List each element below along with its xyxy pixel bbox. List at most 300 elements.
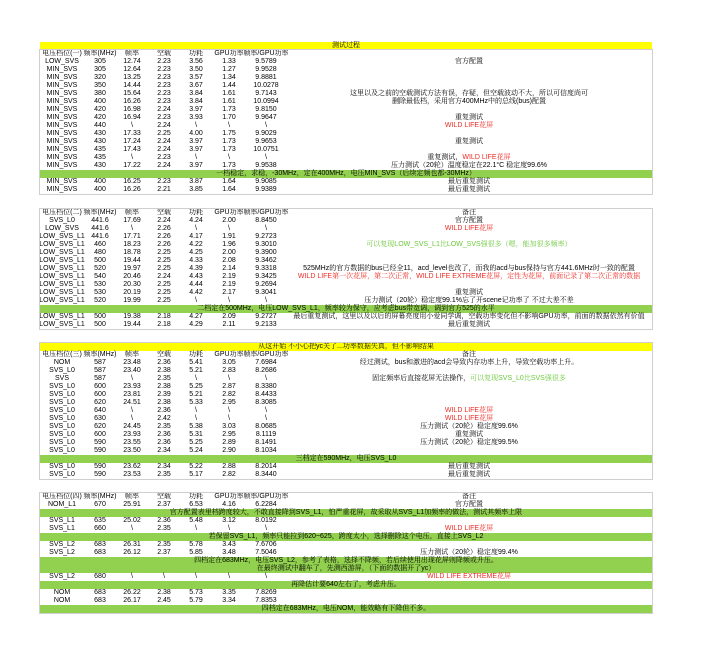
fps-cell: 20.30 (123, 281, 141, 288)
frequency-cell: 305 (94, 66, 106, 73)
remark-text: WILD LIFE花屏 (444, 415, 494, 422)
total-power-cell: 5.79 (189, 597, 203, 604)
data-row (40, 273, 652, 281)
frequency-cell: 305 (94, 58, 106, 65)
total-power-cell: \ (195, 154, 197, 161)
frequency-cell: 500 (94, 313, 106, 320)
total-power-cell: 5.85 (189, 549, 203, 556)
voltage-level-cell: MIN_SVS (46, 122, 78, 129)
data-row (40, 217, 652, 225)
fps-per-gpu-power-cell: 9.8881 (255, 74, 277, 81)
fps-cell: 19.97 (123, 265, 141, 272)
frequency-cell: 680 (94, 573, 106, 580)
remark-text: WILD LIFE花屏 (444, 122, 494, 129)
total-power-cell: 5.24 (189, 447, 203, 454)
total-power-cell: 3.93 (189, 114, 203, 121)
frequency-cell: 430 (94, 130, 106, 137)
fps-cell: 23.62 (123, 463, 141, 470)
header-row (40, 209, 652, 217)
gpu-power-cell: 2.83 (222, 367, 236, 374)
data-row (40, 162, 652, 170)
voltage-level-cell: SVS_L0 (49, 463, 75, 470)
total-power-cell: \ (195, 573, 197, 580)
total-power-cell: 3.87 (189, 178, 203, 185)
fps-cell: \ (131, 415, 133, 422)
frequency-cell: 440 (94, 122, 106, 129)
idle-power-cell: 2.18 (157, 313, 171, 320)
fps-cell: 19.38 (123, 313, 141, 320)
idle-power-cell: 2.35 (157, 423, 171, 430)
header-total-power-cell: 功耗 (189, 209, 203, 216)
voltage-level-cell: MIN_SVS (46, 114, 78, 121)
frequency-cell: 683 (94, 541, 106, 548)
fps-per-gpu-power-cell: 9.9085 (255, 178, 277, 185)
data-row (40, 447, 652, 455)
fps-cell: 16.25 (123, 178, 141, 185)
data-row (40, 58, 652, 66)
gpu-power-cell: 2.09 (222, 313, 236, 320)
fps-per-gpu-power-cell: \ (265, 225, 267, 232)
fps-cell: 19.44 (123, 321, 141, 328)
data-row (40, 249, 652, 257)
idle-power-cell: 2.25 (157, 130, 171, 137)
fps-per-gpu-power-cell: \ (265, 407, 267, 414)
data-row (40, 431, 652, 439)
idle-power-cell: 2.23 (157, 114, 171, 121)
header-remark-cell: 备注 (462, 493, 476, 500)
fps-cell: 26.22 (123, 589, 141, 596)
remark-cell (286, 265, 652, 273)
gpu-power-cell: 1.73 (222, 146, 236, 153)
frequency-cell: 460 (94, 241, 106, 248)
fps-cell: 23.48 (123, 359, 141, 366)
remark-cell (286, 257, 652, 265)
conclusion-row: 官方配置表里档跨度较大，不敢直接降到SVS_L1，怕严重花屏，故采取从SVS_L1加频率的做法，测试其频率上限 (40, 509, 652, 517)
gpu-power-cell: 1.91 (222, 233, 236, 240)
fps-per-gpu-power-cell: 9.7143 (255, 90, 277, 97)
header-voltage-level-cell: 电压档位(四) (42, 493, 82, 500)
gpu-power-cell: 1.73 (222, 106, 236, 113)
remark-cell (286, 359, 652, 367)
data-row (40, 138, 652, 146)
remark-cell (286, 106, 652, 114)
gpu-power-cell: 2.00 (222, 249, 236, 256)
header-remark-cell: 备注 (462, 209, 476, 216)
gpu-power-cell: 1.96 (222, 241, 236, 248)
frequency-cell: 683 (94, 549, 106, 556)
data-row (40, 407, 652, 415)
fps-cell: 23.50 (123, 447, 141, 454)
frequency-cell: 400 (94, 186, 106, 193)
total-power-cell: 6.53 (189, 501, 203, 508)
voltage-level-cell: SVS_L0 (49, 399, 75, 406)
data-row (40, 549, 652, 557)
total-power-cell: 4.27 (189, 313, 203, 320)
header-voltage-level-cell: 电压档位(一) (42, 50, 82, 57)
remark-text: 最后重复测试 (448, 471, 490, 478)
frequency-cell: 660 (94, 525, 106, 532)
total-power-cell: 4.25 (189, 249, 203, 256)
idle-power-cell: \ (163, 573, 165, 580)
remark-cell (286, 375, 652, 383)
header-voltage-level-cell: 电压档位(三) (42, 351, 82, 358)
fps-per-gpu-power-cell: 8.0685 (255, 423, 277, 430)
fps-cell: 23.93 (123, 383, 141, 390)
fps-per-gpu-power-cell: \ (265, 297, 267, 304)
voltage-level-cell: LOW_SVS (45, 58, 79, 65)
voltage-level-cell: NOM (53, 359, 71, 366)
remark-text: 这里以及之前的空载测试方法有误，存疑，但空载波动不大，所以可信度尚可 (350, 90, 588, 97)
data-row (40, 265, 652, 273)
conclusion-row: 三档定在590MHz，电压SVS_L0 (40, 455, 652, 463)
header-frequency-cell: 频率(MHz) (83, 493, 117, 500)
voltage-level-cell: MIN_SVS (46, 90, 78, 97)
header-remark-cell: 备注 (462, 351, 476, 358)
voltage-level-cell: LOW_SVS (45, 225, 79, 232)
frequency-cell: 430 (94, 138, 106, 145)
total-power-cell: 4.42 (189, 289, 203, 296)
total-power-cell: 4.39 (189, 265, 203, 272)
remark-text: WILD LIFE花屏 (444, 225, 494, 232)
header-frequency-cell: 频率(MHz) (83, 50, 117, 57)
remark-text: 525MHz的官方数据的bus已经全11，acd_level也改了，而我的acd与bus保持与官方441.6MHz时一致的配置 (303, 265, 635, 272)
total-power-cell: 3.84 (189, 98, 203, 105)
gpu-power-cell: 3.48 (222, 549, 236, 556)
total-power-cell: \ (195, 122, 197, 129)
fps-per-gpu-power-cell: \ (265, 154, 267, 161)
header-fps-cell: 帧率 (125, 50, 139, 57)
remark-text: 压力测试（20轮）稳定度99.1%忘了开scene记功率了 不过大差不差 (364, 297, 574, 304)
fps-cell: 12.64 (123, 66, 141, 73)
frequency-cell: 420 (94, 106, 106, 113)
voltage-level-cell: SVS (54, 375, 69, 382)
frequency-cell: 350 (94, 82, 106, 89)
remark-cell (286, 447, 652, 455)
total-power-cell: 5.17 (189, 471, 203, 478)
fps-cell: 23.40 (123, 367, 141, 374)
conclusion-row: 二档定在500MHz，电压LOW_SVS_L1，频率较为保守，应考虑bus带宽调，调到官方525的水平 (40, 305, 652, 313)
fps-per-gpu-power-cell: 7.6706 (255, 541, 277, 548)
header-fps-cell: 帧率 (125, 351, 139, 358)
header-remark-cell (286, 50, 652, 58)
gpu-power-cell: \ (228, 375, 230, 382)
idle-power-cell: 2.25 (157, 257, 171, 264)
test-section-2 (40, 209, 652, 329)
frequency-cell: 520 (94, 265, 106, 272)
frequency-cell: 520 (94, 297, 106, 304)
voltage-level-cell: LOW_SVS_L1 (39, 257, 85, 264)
frequency-cell: 590 (94, 439, 106, 446)
remark-text: 官方配置 (455, 501, 483, 508)
total-power-cell: 5.73 (189, 589, 203, 596)
remark-cell (286, 597, 652, 605)
fps-cell: 25.91 (123, 501, 141, 508)
total-power-cell: 5.25 (189, 383, 203, 390)
data-row (40, 90, 652, 98)
voltage-level-cell: LOW_SVS_L1 (39, 281, 85, 288)
data-row (40, 321, 652, 329)
gpu-power-cell: 1.75 (222, 130, 236, 137)
remark-cell (286, 225, 652, 233)
remark-cell (286, 58, 652, 66)
gpu-power-cell: \ (228, 122, 230, 129)
gpu-power-cell: 1.64 (222, 186, 236, 193)
gpu-power-cell: 2.88 (222, 463, 236, 470)
voltage-level-cell: SVS_L0 (49, 383, 75, 390)
fps-per-gpu-power-cell: 9.8150 (255, 106, 277, 113)
total-power-cell: \ (195, 415, 197, 422)
voltage-level-cell: LOW_SVS_L1 (39, 321, 85, 328)
fps-per-gpu-power-cell: 10.0994 (253, 98, 279, 105)
idle-power-cell: 2.26 (157, 241, 171, 248)
frequency-cell: 441.6 (91, 225, 109, 232)
remark-cell (286, 383, 652, 391)
header-fps-per-gpu-power-cell: 帧率/GPU功率 (243, 50, 289, 57)
voltage-level-cell: LOW_SVS_L1 (39, 289, 85, 296)
fps-cell: 14.44 (123, 82, 141, 89)
remark-cell (286, 122, 652, 130)
gpu-power-cell: 2.11 (222, 321, 236, 328)
data-row (40, 74, 652, 82)
fps-cell: 16.26 (123, 186, 141, 193)
fps-per-gpu-power-cell: 9.3318 (255, 265, 277, 272)
idle-power-cell: 2.25 (157, 289, 171, 296)
gpu-power-cell: \ (228, 525, 230, 532)
frequency-cell: 540 (94, 273, 106, 280)
remark-cell (286, 423, 652, 431)
gpu-power-cell: 2.19 (222, 273, 236, 280)
frequency-cell: 400 (94, 178, 106, 185)
voltage-level-cell: MIN_SVS (46, 146, 78, 153)
fps-per-gpu-power-cell: 9.3462 (255, 257, 277, 264)
frequency-cell: 441.6 (91, 217, 109, 224)
fps-per-gpu-power-cell: \ (265, 122, 267, 129)
sheet-title-banner: 测试过程 (40, 42, 652, 50)
header-row (40, 351, 652, 359)
idle-power-cell: 2.23 (157, 66, 171, 73)
remark-cell (286, 517, 652, 525)
total-power-cell: 5.78 (189, 541, 203, 548)
fps-cell: 16.98 (123, 106, 141, 113)
header-idle-power-cell: 空载 (157, 493, 171, 500)
remark-text: 压力测试（20轮）稳定度99.5% (420, 439, 518, 446)
voltage-level-cell: SVS_L2 (49, 573, 75, 580)
header-total-power-cell: 功耗 (189, 50, 203, 57)
idle-power-cell: 2.38 (157, 383, 171, 390)
fps-per-gpu-power-cell: 8.3085 (255, 399, 277, 406)
remark-cell (286, 313, 652, 321)
voltage-level-cell: SVS_L0 (49, 415, 75, 422)
remark-cell (286, 541, 652, 549)
fps-per-gpu-power-cell: 9.9647 (255, 114, 277, 121)
gpu-power-cell: 4.16 (222, 501, 236, 508)
voltage-level-cell: SVS_L0 (49, 447, 75, 454)
frequency-cell: 400 (94, 98, 106, 105)
data-row (40, 313, 652, 321)
total-power-cell: 3.57 (189, 74, 203, 81)
total-power-cell: 5.31 (189, 431, 203, 438)
gpu-power-cell: 1.73 (222, 162, 236, 169)
remark-text: 最后重复测试 (448, 186, 490, 193)
fps-per-gpu-power-cell: 8.8450 (255, 217, 277, 224)
data-row (40, 463, 652, 471)
frequency-cell: 530 (94, 281, 106, 288)
data-row (40, 257, 652, 265)
fps-cell: 26.31 (123, 541, 141, 548)
idle-power-cell: 2.23 (157, 82, 171, 89)
gpu-power-cell: 1.61 (222, 98, 236, 105)
total-power-cell: 4.33 (189, 257, 203, 264)
total-power-cell: 4.43 (189, 273, 203, 280)
remark-cell (286, 66, 652, 74)
remark-cell (286, 431, 652, 439)
fps-per-gpu-power-cell: \ (265, 525, 267, 532)
gpu-power-cell: \ (228, 415, 230, 422)
data-row (40, 281, 652, 289)
idle-power-cell: 2.25 (157, 281, 171, 288)
data-row (40, 146, 652, 154)
voltage-level-cell: MIN_SVS (46, 178, 78, 185)
remark-cell (286, 233, 652, 241)
gpu-power-cell: 1.27 (222, 66, 236, 73)
frequency-cell: 620 (94, 399, 106, 406)
fps-cell: 12.74 (123, 58, 141, 65)
remark-text: WILD LIFE EXTREME花屏 (426, 573, 511, 580)
frequency-cell: 587 (94, 375, 106, 382)
data-row (40, 233, 652, 241)
idle-power-cell: 2.24 (157, 217, 171, 224)
total-power-cell: 4.17 (189, 233, 203, 240)
remark-cell (286, 549, 652, 557)
test-section-4 (40, 493, 652, 613)
fps-per-gpu-power-cell: 9.3041 (255, 289, 277, 296)
voltage-level-cell: MIN_SVS (46, 74, 78, 81)
gpu-power-cell: 2.82 (222, 471, 236, 478)
data-row (40, 225, 652, 233)
idle-power-cell: 2.24 (157, 122, 171, 129)
total-power-cell: 3.97 (189, 106, 203, 113)
fps-cell: 18.23 (123, 241, 141, 248)
frequency-cell: 683 (94, 589, 106, 596)
fps-cell: 24.51 (123, 399, 141, 406)
idle-power-cell: 2.24 (157, 146, 171, 153)
header-fps-per-gpu-power-cell: 帧率/GPU功率 (243, 351, 289, 358)
gpu-power-cell: 1.34 (222, 74, 236, 81)
frequency-cell: 620 (94, 423, 106, 430)
total-power-cell: 4.24 (189, 217, 203, 224)
gpu-power-cell: 1.61 (222, 90, 236, 97)
frequency-cell: 590 (94, 471, 106, 478)
voltage-level-cell: NOM (53, 597, 71, 604)
gpu-power-cell: 1.73 (222, 138, 236, 145)
fps-cell: 15.64 (123, 90, 141, 97)
data-row (40, 391, 652, 399)
frequency-cell: 435 (94, 154, 106, 161)
gpu-power-cell: 1.33 (222, 58, 236, 65)
fps-cell: \ (131, 407, 133, 414)
fps-cell: 20.46 (123, 273, 141, 280)
gpu-power-cell: 3.03 (222, 423, 236, 430)
idle-power-cell: 2.26 (157, 225, 171, 232)
idle-power-cell: 2.38 (157, 589, 171, 596)
frequency-cell: 500 (94, 321, 106, 328)
remark-cell (286, 471, 652, 479)
fps-per-gpu-power-cell: 9.3900 (255, 249, 277, 256)
gpu-power-cell: \ (228, 297, 230, 304)
header-idle-power-cell: 空载 (157, 50, 171, 57)
total-power-cell: 4.22 (189, 241, 203, 248)
fps-per-gpu-power-cell: 9.9528 (255, 66, 277, 73)
header-fps-per-gpu-power-cell: 帧率/GPU功率 (243, 209, 289, 216)
voltage-level-cell: MIN_SVS (46, 82, 78, 89)
idle-power-cell: 2.26 (157, 233, 171, 240)
remark-text: 删除最低档，采用官方400MHz中的总线(bus)配置 (391, 98, 546, 105)
total-power-cell: 3.67 (189, 82, 203, 89)
voltage-level-cell: LOW_SVS_L1 (39, 265, 85, 272)
fps-per-gpu-power-cell: \ (265, 573, 267, 580)
remark-text: 可以复现LOW_SVS_L1比LOW_SVS强很多（嗯，能加很多频率） (366, 241, 572, 248)
remark-text: 最后重复测试 (448, 463, 490, 470)
idle-power-cell: 2.38 (157, 367, 171, 374)
fps-cell: 18.78 (123, 249, 141, 256)
frequency-cell: 630 (94, 415, 106, 422)
total-power-cell: 3.97 (189, 146, 203, 153)
fps-per-gpu-power-cell: 9.9538 (255, 162, 277, 169)
voltage-level-cell: MIN_SVS (46, 154, 78, 161)
fps-cell: 23.55 (123, 439, 141, 446)
data-row (40, 122, 652, 130)
voltage-level-cell: LOW_SVS_L1 (39, 249, 85, 256)
section-warning-banner: 从这开始 不小心把yc关了...功率数据失真，但不影响结果 (40, 343, 652, 351)
total-power-cell: \ (195, 525, 197, 532)
fps-cell: 17.71 (123, 233, 141, 240)
fps-per-gpu-power-cell: 8.3440 (255, 471, 277, 478)
remark-text: 重复测试 (455, 431, 483, 438)
voltage-level-cell: SVS_L2 (49, 549, 75, 556)
data-row (40, 297, 652, 305)
test-section-3 (40, 343, 652, 479)
data-row (40, 114, 652, 122)
gpu-power-cell: 1.70 (222, 114, 236, 121)
data-row (40, 241, 652, 249)
remark-text: 可以复现SVS_L0比SVS强很多 (470, 375, 566, 382)
data-row (40, 106, 652, 114)
remark-text: WILD LIFE花屏 (444, 525, 494, 532)
fps-per-gpu-power-cell: \ (265, 415, 267, 422)
data-row (40, 541, 652, 549)
fps-per-gpu-power-cell: 8.0192 (255, 517, 277, 524)
voltage-level-cell: SVS_L0 (49, 391, 75, 398)
test-section-1 (40, 50, 652, 194)
idle-power-cell: 2.35 (157, 375, 171, 382)
fps-cell: 13.25 (123, 74, 141, 81)
remark-cell (286, 217, 652, 225)
remark-cell (286, 415, 652, 423)
remark-cell (286, 525, 652, 533)
conclusion-row: 四档定在683MHz，电压NOM，能效略有下降但不多。 (40, 605, 652, 613)
header-row (40, 493, 652, 501)
remark-text: 重复测试 (455, 289, 483, 296)
header-gpu-power-cell: GPU功率 (214, 50, 244, 57)
gpu-power-cell: 3.34 (222, 597, 236, 604)
total-power-cell: \ (195, 225, 197, 232)
frequency-cell: 600 (94, 383, 106, 390)
gpu-power-cell: 2.90 (222, 447, 236, 454)
remark-cell (286, 162, 652, 170)
total-power-cell: \ (195, 297, 197, 304)
remark-text: WILD LIFE花屏 (462, 154, 511, 161)
gpu-power-cell: 2.87 (222, 383, 236, 390)
